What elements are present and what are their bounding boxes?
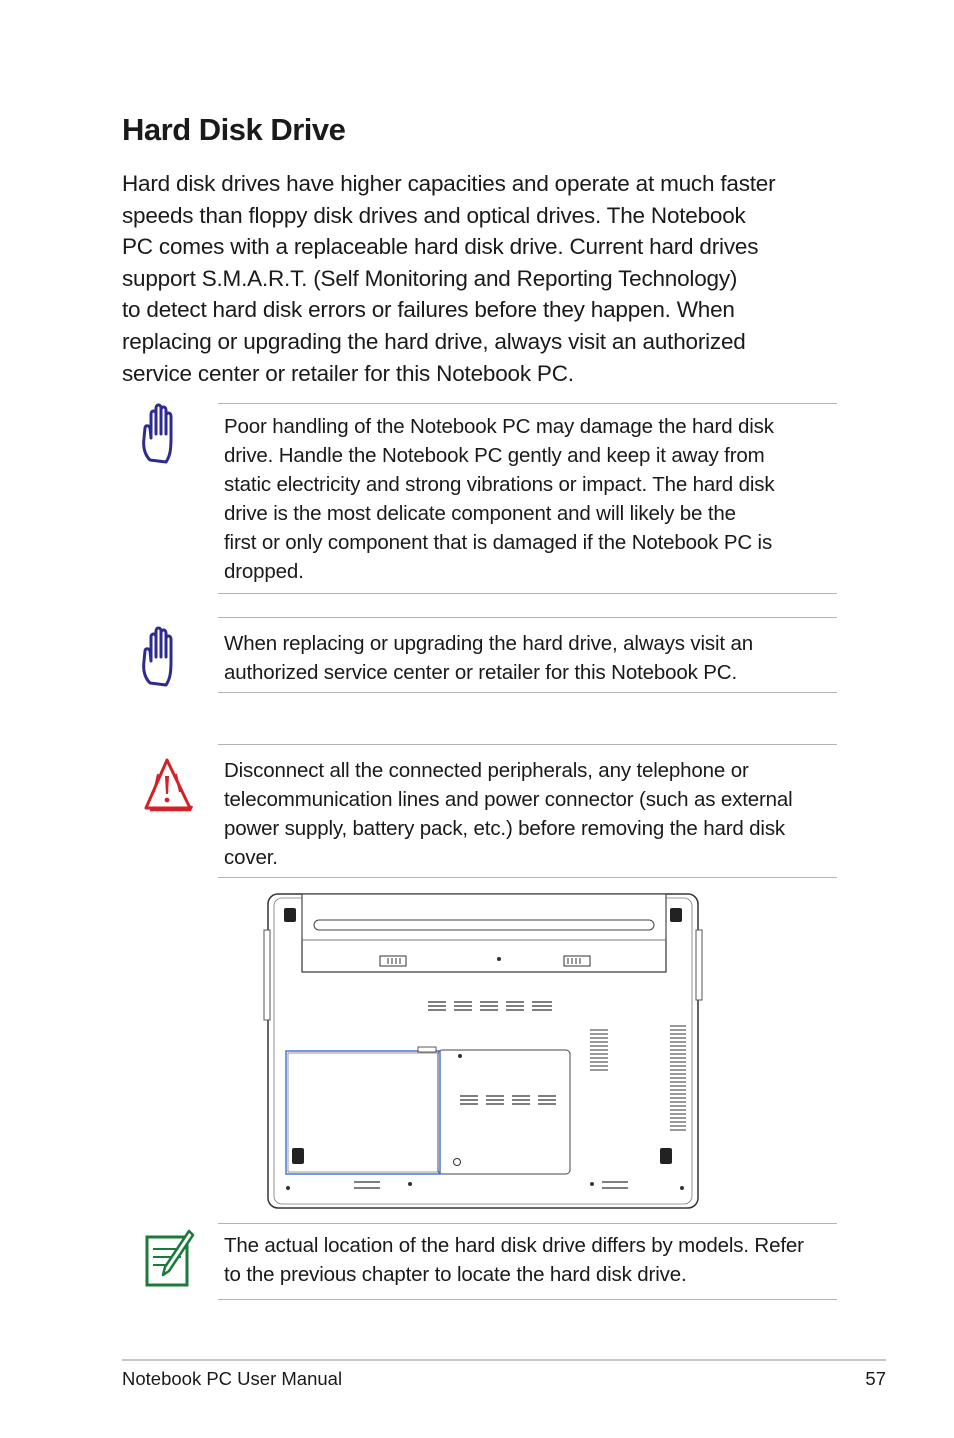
note-pencil-icon <box>143 1227 195 1291</box>
intro-paragraph: Hard disk drives have higher capacities and operate at much faster speeds than floppy disk drives and optical drives. The Notebook PC comes with a replaceable hard disk drive. Current hard drives support S.M.A.R.T. (Self Monitoring and Reporting Technology) to detect hard disk errors or failures before they happen. When replacing or upgrading the hard drive, always visit an authorized service center or retailer for this Notebook PC. <box>122 171 776 386</box>
footer-page-number: 57 <box>865 1368 886 1389</box>
page-title: Hard Disk Drive <box>122 112 346 147</box>
footer-divider <box>122 1359 886 1361</box>
note-text: Poor handling of the Notebook PC may damage the hard disk drive. Handle the Notebook PC gently and keep it away from static electricity and strong vibrations or impact. The hard disk drive is the most delicate component and will likely be the first or only component that is damaged if the Notebook PC is dropped. <box>224 415 775 583</box>
note-text: When replacing or upgrading the hard drive, always visit an authorized service center or retailer for this Notebook PC. <box>224 632 753 684</box>
notebook-underside-diagram <box>262 890 704 1212</box>
note-hdd-location <box>218 1223 837 1300</box>
caution-note-handling <box>218 403 837 594</box>
warning-triangle-icon <box>140 756 194 816</box>
warning-note-disconnect <box>218 744 837 878</box>
note-text: Disconnect all the connected peripherals, any telephone or telecommunication lines and power connector (such as external power supply, battery pack, etc.) before removing the hard disk cover. <box>224 759 793 869</box>
caution-hand-icon <box>140 625 190 691</box>
caution-note-service <box>218 617 837 693</box>
note-text: The actual location of the hard disk drive differs by models. Refer to the previous chapter to locate the hard disk drive. <box>224 1234 804 1286</box>
caution-hand-icon <box>140 402 190 468</box>
footer-manual-title: Notebook PC User Manual <box>122 1368 343 1389</box>
